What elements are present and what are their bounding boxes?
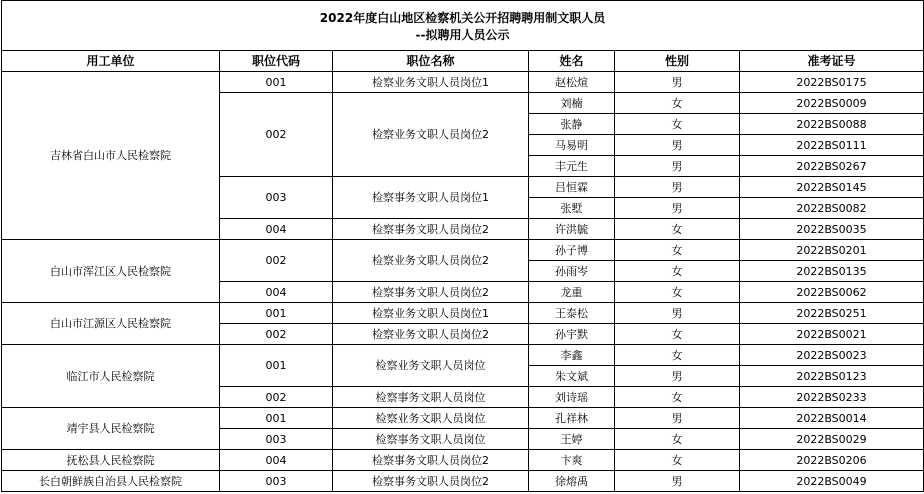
exam-no-cell: 2022BS0049 — [740, 471, 924, 492]
name-cell: 刘楠 — [529, 93, 615, 114]
gender-cell: 女 — [615, 261, 740, 282]
gender-cell: 男 — [615, 366, 740, 387]
unit-cell: 吉林省白山市人民检察院 — [2, 72, 220, 240]
exam-no-cell: 2022BS0082 — [740, 198, 924, 219]
header-gender: 性别 — [615, 51, 740, 72]
table-row — [2, 303, 924, 324]
name-cell: 张静 — [529, 114, 615, 135]
code-cell: 004 — [220, 282, 333, 303]
title-line1: 2022年度白山地区检察机关公开招聘聘用制文职人员 — [319, 10, 606, 25]
unit-cell: 长白朝鲜族自治县人民检察院 — [2, 471, 220, 492]
gender-cell: 男 — [615, 72, 740, 93]
table-row — [2, 240, 924, 261]
unit-cell: 临江市人民检察院 — [2, 345, 220, 408]
header-name: 姓名 — [529, 51, 615, 72]
code-cell: 001 — [220, 408, 333, 429]
exam-no-cell: 2022BS0206 — [740, 450, 924, 471]
exam-no-cell: 2022BS0233 — [740, 387, 924, 408]
name-cell: 丰元生 — [529, 156, 615, 177]
gender-cell: 女 — [615, 450, 740, 471]
position-cell: 检察事务文职人员岗位2 — [333, 219, 529, 240]
exam-no-cell: 2022BS0023 — [740, 345, 924, 366]
position-cell: 检察事务文职人员岗位2 — [333, 282, 529, 303]
name-cell: 孔祥林 — [529, 408, 615, 429]
exam-no-cell: 2022BS0175 — [740, 72, 924, 93]
unit-cell: 白山市浑江区人民检察院 — [2, 240, 220, 303]
position-cell: 检察业务文职人员岗位 — [333, 408, 529, 429]
position-cell: 检察业务文职人员岗位1 — [333, 303, 529, 324]
gender-cell: 女 — [615, 240, 740, 261]
position-cell: 检察事务文职人员岗位 — [333, 429, 529, 450]
exam-no-cell: 2022BS0021 — [740, 324, 924, 345]
name-cell: 朱文斌 — [529, 366, 615, 387]
gender-cell: 男 — [615, 471, 740, 492]
header-row — [2, 51, 924, 72]
name-cell: 龙重 — [529, 282, 615, 303]
exam-no-cell: 2022BS0035 — [740, 219, 924, 240]
exam-no-cell: 2022BS0009 — [740, 93, 924, 114]
exam-no-cell: 2022BS0267 — [740, 156, 924, 177]
position-cell: 检察事务文职人员岗位2 — [333, 471, 529, 492]
code-cell: 002 — [220, 324, 333, 345]
code-cell: 002 — [220, 240, 333, 282]
code-cell: 001 — [220, 345, 333, 387]
exam-no-cell: 2022BS0123 — [740, 366, 924, 387]
position-cell: 检察业务文职人员岗位2 — [333, 93, 529, 177]
name-cell: 刘诗瑶 — [529, 387, 615, 408]
code-cell: 003 — [220, 177, 333, 219]
gender-cell: 女 — [615, 282, 740, 303]
unit-cell: 靖宇县人民检察院 — [2, 408, 220, 450]
exam-no-cell: 2022BS0111 — [740, 135, 924, 156]
name-cell: 王泰松 — [529, 303, 615, 324]
code-cell: 003 — [220, 471, 333, 492]
table-row — [2, 408, 924, 429]
header-code: 职位代码 — [220, 51, 333, 72]
name-cell: 卞爽 — [529, 450, 615, 471]
position-cell: 检察事务文职人员岗位 — [333, 387, 529, 408]
name-cell: 赵松煊 — [529, 72, 615, 93]
gender-cell: 男 — [615, 303, 740, 324]
header-unit: 用工单位 — [2, 51, 220, 72]
exam-no-cell: 2022BS0201 — [740, 240, 924, 261]
table-row — [2, 450, 924, 471]
exam-no-cell: 2022BS0062 — [740, 282, 924, 303]
name-cell: 孙宇默 — [529, 324, 615, 345]
name-cell: 王婷 — [529, 429, 615, 450]
position-cell: 检察业务文职人员岗位2 — [333, 324, 529, 345]
gender-cell: 男 — [615, 135, 740, 156]
gender-cell: 女 — [615, 345, 740, 366]
exam-no-cell: 2022BS0014 — [740, 408, 924, 429]
name-cell: 马易明 — [529, 135, 615, 156]
table-row — [2, 345, 924, 366]
exam-no-cell: 2022BS0251 — [740, 303, 924, 324]
unit-cell: 抚松县人民检察院 — [2, 450, 220, 471]
table-row — [2, 471, 924, 492]
name-cell: 吕恒霖 — [529, 177, 615, 198]
header-exam-no: 准考证号 — [740, 51, 924, 72]
name-cell: 徐熔禹 — [529, 471, 615, 492]
gender-cell: 女 — [615, 387, 740, 408]
code-cell: 004 — [220, 219, 333, 240]
position-cell: 检察业务文职人员岗位1 — [333, 72, 529, 93]
gender-cell: 女 — [615, 219, 740, 240]
exam-no-cell: 2022BS0145 — [740, 177, 924, 198]
gender-cell: 男 — [615, 156, 740, 177]
name-cell: 李鑫 — [529, 345, 615, 366]
header-position: 职位名称 — [333, 51, 529, 72]
position-cell: 检察业务文职人员岗位 — [333, 345, 529, 387]
gender-cell: 女 — [615, 429, 740, 450]
gender-cell: 男 — [615, 408, 740, 429]
gender-cell: 女 — [615, 114, 740, 135]
name-cell: 孙雨岑 — [529, 261, 615, 282]
code-cell: 001 — [220, 72, 333, 93]
table-title — [2, 1, 924, 51]
code-cell: 003 — [220, 429, 333, 450]
code-cell: 004 — [220, 450, 333, 471]
position-cell: 检察业务文职人员岗位2 — [333, 240, 529, 282]
gender-cell: 男 — [615, 198, 740, 219]
code-cell: 002 — [220, 93, 333, 177]
code-cell: 002 — [220, 387, 333, 408]
gender-cell: 男 — [615, 177, 740, 198]
code-cell: 001 — [220, 303, 333, 324]
exam-no-cell: 2022BS0135 — [740, 261, 924, 282]
name-cell: 许洪毓 — [529, 219, 615, 240]
name-cell: 张墅 — [529, 198, 615, 219]
position-cell: 检察事务文职人员岗位1 — [333, 177, 529, 219]
title-line2: --拟聘用人员公示 — [415, 27, 510, 42]
unit-cell: 白山市江源区人民检察院 — [2, 303, 220, 345]
exam-no-cell: 2022BS0029 — [740, 429, 924, 450]
gender-cell: 女 — [615, 93, 740, 114]
table-row — [2, 72, 924, 93]
gender-cell: 女 — [615, 324, 740, 345]
name-cell: 孙子博 — [529, 240, 615, 261]
exam-no-cell: 2022BS0088 — [740, 114, 924, 135]
position-cell: 检察事务文职人员岗位2 — [333, 450, 529, 471]
recruitment-table — [1, 0, 924, 492]
